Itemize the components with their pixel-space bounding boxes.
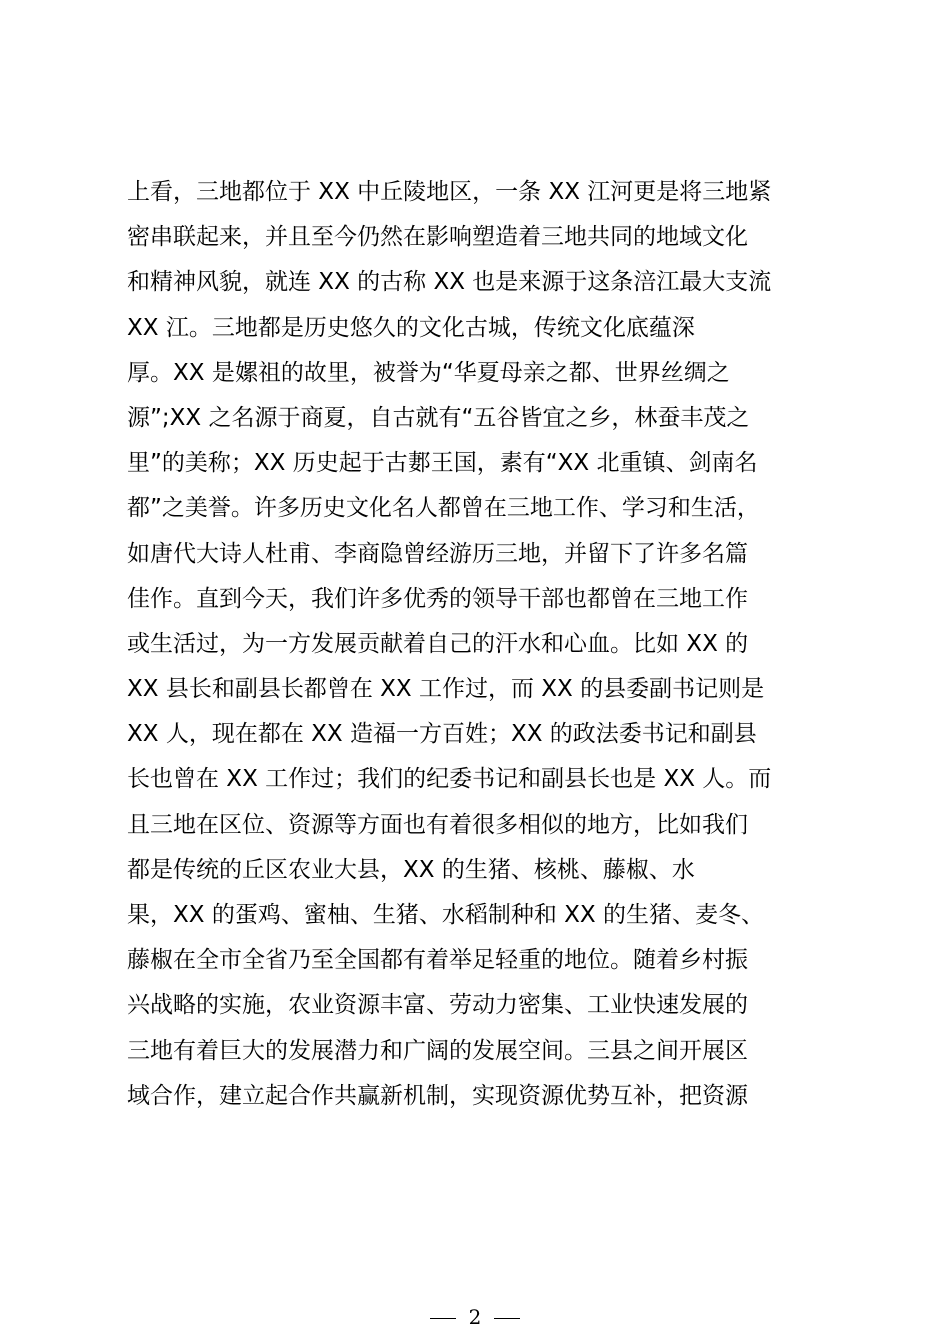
right-dash xyxy=(494,1318,520,1319)
text-line: 域合作，建立起合作共赢新机制，实现资源优势互补，把资源 xyxy=(127,1082,748,1109)
text-line: 上看，三地都位于 XX 中丘陵地区，一条 XX 江河更是将三地紧 xyxy=(127,179,772,205)
body-paragraph xyxy=(127,170,837,1119)
text-line: 兴战略的实施，农业资源丰富、劳动力密集、工业快速发展的 xyxy=(127,992,748,1019)
page-footer xyxy=(0,1303,950,1331)
text-line: 里”的美称；XX 历史起于古郪王国，素有“XX 北重镇、剑南名 xyxy=(127,450,758,477)
text-line: 和精神风貌，就连 XX 的古称 XX 也是来源于这条涪江最大支流 xyxy=(127,269,772,296)
text-line: 厚。XX 是嫘祖的故里，被誉为“华夏母亲之都、世界丝绸之 xyxy=(127,359,730,386)
text-line: 源”;XX 之名源于商夏，自古就有“五谷皆宜之乡，林蚕丰茂之 xyxy=(127,404,750,431)
left-dash xyxy=(430,1318,456,1319)
text-line: 且三地在区位、资源等方面也有着很多相似的地方，比如我们 xyxy=(127,811,748,838)
text-line: XX 人，现在都在 XX 造福一方百姓；XX 的政法委书记和副县 xyxy=(127,721,757,748)
text-line: 都”之美誉。许多历史文化名人都曾在三地工作、学习和生活， xyxy=(127,495,760,522)
text-line: 三地有着巨大的发展潜力和广阔的发展空间。三县之间开展区 xyxy=(127,1037,748,1064)
text-line: 长也曾在 XX 工作过；我们的纪委书记和副县长也是 XX 人。而 xyxy=(127,766,772,793)
text-line: 都是传统的丘区农业大县，XX 的生猪、核桃、藤椒、水 xyxy=(127,856,695,883)
text-line: XX 江。三地都是历史悠久的文化古城，传统文化底蕴深 xyxy=(127,314,695,341)
text-line: 如唐代大诗人杜甫、李商隐曾经游历三地，并留下了许多名篇 xyxy=(127,540,748,567)
text-line: XX 县长和副县长都曾在 XX 工作过，而 XX 的县委副书记则是 xyxy=(127,676,765,703)
text-line: 果，XX 的蛋鸡、蜜柚、生猪、水稻制种和 XX 的生猪、麦冬、 xyxy=(127,902,764,928)
text-line: 佳作。直到今天，我们许多优秀的领导干部也都曾在三地工作 xyxy=(127,585,748,612)
text-line: 密串联起来，并且至今仍然在影响塑造着三地共同的地域文化 xyxy=(127,224,748,251)
page-number: 2 xyxy=(468,1305,482,1329)
text-line: 或生活过，为一方发展贡献着自己的汗水和心血。比如 XX 的 xyxy=(127,630,749,657)
text-line: 藤椒在全市全省乃至全国都有着举足轻重的地位。随着乡村振 xyxy=(127,947,748,974)
